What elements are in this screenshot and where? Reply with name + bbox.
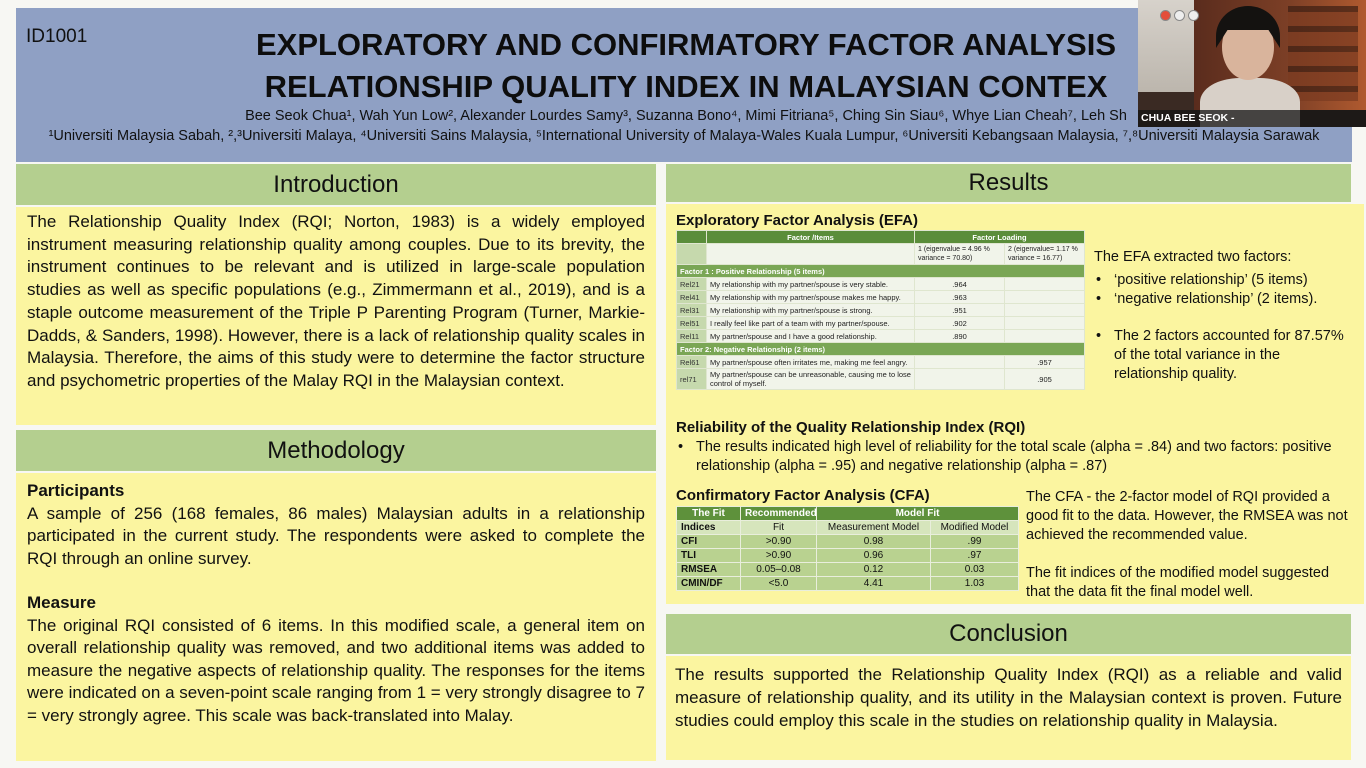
efa-row: [677, 330, 1085, 343]
reliability-title: Reliability of the Quality Relationship Index (RQI): [676, 419, 1026, 436]
efa-loading-factor1: .963: [915, 291, 1005, 304]
cfa-note-1: The CFA - the 2-factor model of RQI provided a good fit to the data. However, the RMSEA was not achieved the recommended value.: [1026, 489, 1348, 543]
cfa-h-modified: Modified Model: [931, 521, 1019, 535]
cfa-measurement: 0.96: [817, 549, 931, 563]
cfa-title: Confirmatory Factor Analysis (CFA): [676, 487, 930, 504]
efa-item-code: rel71: [677, 369, 707, 390]
cfa-row: [677, 535, 1019, 549]
cfa-notes: [1026, 488, 1356, 602]
introduction-text: The Relationship Quality Index (RQI; Norton, 1983) is a widely employed instrument measuring relationship quality among couples. Due to its brevity, the instrument continues to be relevant and is utilized in large-scale population studies as well as specific populations (e.g., Zimmermann et al., 2019), and is a staple outcome measurement of the Triple P Parenting Program (Turner, Markie-Dadds, & Sanders, 1998). However, there is a lack of relationship quality scales in Malaysia. Therefore, the aims of this study were to determine the factor structure and psychometric properties of the Malay RQI in the Malaysian context.: [16, 207, 656, 425]
efa-loading-factor1: .902: [915, 317, 1005, 330]
efa-header-blank: [677, 231, 707, 244]
efa-header-loading: Factor Loading: [915, 231, 1085, 244]
efa-row: [677, 304, 1085, 317]
cfa-modified: .97: [931, 549, 1019, 563]
results-body: [666, 204, 1364, 604]
efa-summary-intro: The EFA extracted two factors:: [1094, 249, 1292, 265]
efa-loading-factor2: [1005, 330, 1085, 343]
efa-item-code: Rel21: [677, 278, 707, 291]
cfa-recommended: >0.90: [741, 535, 817, 549]
efa-item-text: My relationship with my partner/spouse is very stable.: [707, 278, 915, 291]
cfa-modified: .99: [931, 535, 1019, 549]
efa-summary: [1094, 248, 1354, 384]
efa-loading-factor1: .964: [915, 278, 1005, 291]
efa-factor1-header: 1 (eigenvalue = 4.96 % variance = 70.80): [915, 244, 1005, 265]
cfa-h-measurement: Measurement Model: [817, 521, 931, 535]
efa-header-items: Factor /Items: [707, 231, 915, 244]
efa-loading-factor2: .905: [1005, 369, 1085, 390]
efa-loading-factor1: .951: [915, 304, 1005, 317]
efa-item-text: My partner/spouse often irritates me, making me feel angry.: [707, 356, 915, 369]
efa-loading-factor2: [1005, 278, 1085, 291]
affiliations: ¹Universiti Malaysia Sabah, ²,³Universiti Malaya, ⁴Universiti Sains Malaysia, ⁵International University of Malaya-Wales Kuala Lumpur, ⁶Universiti Kebangsaan Malaysia, ⁷,⁸Universiti Malaysia Sarawak: [48, 128, 1320, 144]
cfa-row: [677, 577, 1019, 591]
efa-item-code: Rel51: [677, 317, 707, 330]
efa-loading-factor1: .890: [915, 330, 1005, 343]
efa-bullet-variance: • The 2 factors accounted for 87.57% of the total variance in the relationship quality.: [1094, 327, 1354, 384]
efa-factor2-header: 2 (eigenvalue= 1.17 % variance = 16.77): [1005, 244, 1085, 265]
efa-loading-factor2: [1005, 291, 1085, 304]
measure-text: The original RQI consisted of 6 items. In this modified scale, a general item on overall relationship quality was removed, and two additional items was added to measure the negative aspects of relationship quality. The responses for the items were indicated on a seven-point scale ranging from 1 = very strongly disagree to 7 = very strongly agree. This scale was back-translated into Malay.: [27, 615, 645, 725]
efa-group-negative: Factor 2: Negative Relationship (2 items): [677, 343, 1085, 356]
efa-item-code: Rel11: [677, 330, 707, 343]
efa-row: [677, 291, 1085, 304]
cfa-measurement: 0.12: [817, 563, 931, 577]
authors: Bee Seok Chua¹, Wah Yun Low², Alexander Lourdes Samy³, Suzanna Bono⁴, Mimi Fitriana⁵, Ching Sin Siau⁶, Whye Lian Cheah⁷, Leh Sh: [245, 108, 1127, 124]
efa-item-text: My partner/spouse can be unreasonable, causing me to lose control of myself.: [707, 369, 915, 390]
efa-item-code: Rel61: [677, 356, 707, 369]
cfa-measurement: 0.98: [817, 535, 931, 549]
cfa-measurement: 4.41: [817, 577, 931, 591]
cfa-modified: 0.03: [931, 563, 1019, 577]
conclusion-heading: Conclusion: [666, 614, 1351, 654]
video-tile[interactable]: [1138, 0, 1366, 127]
efa-title: Exploratory Factor Analysis (EFA): [676, 212, 919, 229]
cfa-recommended: >0.90: [741, 549, 817, 563]
introduction-heading: Introduction: [16, 164, 656, 205]
efa-row: [677, 317, 1085, 330]
record-icon: [1160, 10, 1171, 21]
efa-item-code: Rel41: [677, 291, 707, 304]
efa-bullet-positive: • ‘positive relationship’ (5 items): [1094, 271, 1354, 290]
cfa-h-indices: Indices: [677, 521, 741, 535]
results-heading: Results: [666, 164, 1351, 202]
efa-item-text: My relationship with my partner/spouse is strong.: [707, 304, 915, 317]
efa-bullet-negative: • ‘negative relationship’ (2 items).: [1094, 290, 1354, 309]
efa-loading-factor2: [1005, 317, 1085, 330]
cfa-h-fit2: Fit: [741, 521, 817, 535]
cfa-h-model-fit: Model Fit: [817, 507, 1019, 521]
methodology-heading: Methodology: [16, 430, 656, 471]
settings-icon: [1188, 10, 1199, 21]
participant-name: CHUA BEE SEOK -: [1138, 110, 1366, 127]
efa-item-text: My relationship with my partner/spouse makes me happy.: [707, 291, 915, 304]
video-background-shelf: [1288, 6, 1358, 101]
efa-row: [677, 278, 1085, 291]
title-line-2: RELATIONSHIP QUALITY INDEX IN MALAYSIAN CONTEX: [264, 69, 1108, 104]
cfa-row: [677, 549, 1019, 563]
title-line-1: EXPLORATORY AND CONFIRMATORY FACTOR ANALYSIS: [255, 27, 1117, 62]
video-status-icons: [1160, 10, 1199, 21]
efa-item-code: Rel31: [677, 304, 707, 317]
cfa-h-recommended: Recommended: [741, 507, 817, 521]
reliability-text: • The results indicated high level of reliability for the total scale (alpha = .84) and two factors: positive relationship (alpha = .95) and negative relationship (alpha = .87): [676, 438, 1356, 476]
efa-item-text: I really feel like part of a team with my partner/spouse.: [707, 317, 915, 330]
participant-icon: [1174, 10, 1185, 21]
cfa-row: [677, 563, 1019, 577]
cfa-h-fit: The Fit: [677, 507, 741, 521]
conclusion-text: The results supported the Relationship Quality Index (RQI) as a reliable and valid measure of relationship quality, and its utility in the Malaysian context is proven. Future studies could employ this scale in the studies on relationship quality in Malaysia.: [666, 656, 1351, 760]
efa-table: [676, 230, 1085, 390]
cfa-index: RMSEA: [677, 563, 741, 577]
cfa-table: [676, 506, 1019, 591]
participants-text: A sample of 256 (168 females, 86 males) Malaysian adults in a relationship participated in the current study. The respondents were asked to complete the RQI through an online survey.: [27, 503, 645, 568]
poster-id: ID1001: [26, 26, 88, 47]
cfa-recommended: <5.0: [741, 577, 817, 591]
cfa-index: CMIN/DF: [677, 577, 741, 591]
efa-row: [677, 356, 1085, 369]
efa-loading-factor1: [915, 356, 1005, 369]
cfa-note-2: The fit indices of the modified model suggested that the data fit the final model well.: [1026, 565, 1330, 600]
cfa-recommended: 0.05–0.08: [741, 563, 817, 577]
efa-row: [677, 369, 1085, 390]
efa-loading-factor2: .957: [1005, 356, 1085, 369]
poster-title: [136, 24, 1236, 108]
efa-item-text: My partner/spouse and I have a good relationship.: [707, 330, 915, 343]
cfa-modified: 1.03: [931, 577, 1019, 591]
cfa-index: TLI: [677, 549, 741, 563]
efa-loading-factor1: [915, 369, 1005, 390]
efa-group-positive: Factor 1 : Positive Relationship (5 items): [677, 265, 1085, 278]
cfa-index: CFI: [677, 535, 741, 549]
methodology-body: [16, 473, 656, 761]
measure-heading: Measure: [27, 593, 96, 612]
participants-heading: Participants: [27, 481, 125, 500]
efa-loading-factor2: [1005, 304, 1085, 317]
